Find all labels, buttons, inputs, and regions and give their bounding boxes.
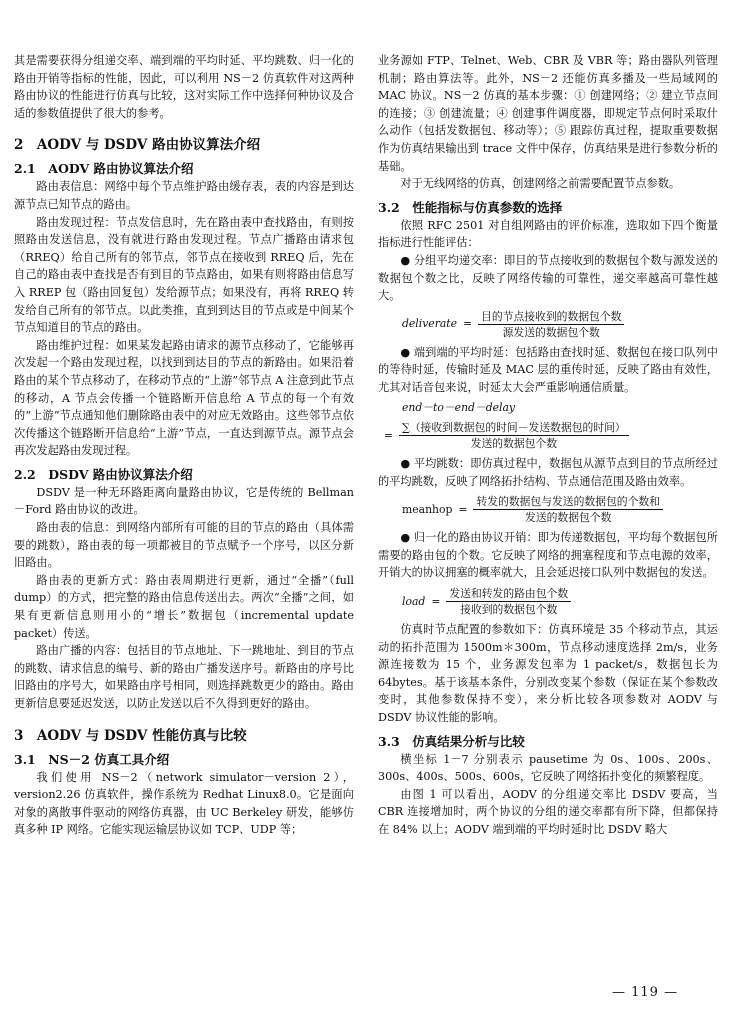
delay-formula-lhs: end－to－end－delay [402, 400, 516, 414]
routing-table-paragraph: 路由表信息：网络中每个节点维护路由缓存表，表的内容是到达源节点已知节点的路由。 [14, 180, 354, 211]
dsdv-update-paragraph: 路由表的更新方式：路由表周期进行更新，通过“全播”（full dump）的方式，把完整的路由信息传送出去。两次“全播”之间，如果有更新信息则用小的“增长”数据包（incremental update packet）传送。 [14, 573, 354, 640]
delay-formula [384, 420, 718, 451]
mean-hop-formula [402, 494, 718, 525]
ns2-intro-paragraph: 我们使用 NS－2（network simulator－version 2），version2.26 仿真软件，操作系统为 Redhat Linux8.0。它是面向对象的离散事件驱动的网络仿真器，由 UC Berkeley 研发，能够仿真多种 IP 网络。它能实现运输层协议如 TCP、UDP 等； [14, 770, 354, 837]
section-3-heading: 3 AODV 与 DSDV 性能仿真与比较 [14, 727, 247, 744]
formula-equals: = [384, 428, 394, 442]
load-formula [402, 586, 718, 617]
metrics-intro-paragraph: 依照 RFC 2501 对自组网路由的评价标准，选取如下四个衡量指标进行性能评估： [378, 218, 718, 250]
dsdv-broadcast-paragraph: 路由广播的内容：包括目的节点地址、下一跳地址、到目的节点的跳数、请求信息的编号、新的路由广播发送序号。新路由的序号比旧路由的序号大，如果路由序号相同，则选择跳数更少的路由。路由更新信息要延迟发送，以防止发送以后不久得到更好的路由。 [14, 644, 354, 710]
formula-equals: = [431, 594, 441, 608]
formula-fraction [478, 309, 624, 340]
route-discovery-paragraph: 路由发现过程：节点发信息时，先在路由表中查找路由，有则按照路由发送信息，没有就进行路由发现过程。节点广播路由请求包（RREQ）给自己所有的邻节点，邻节点在接收到 RREQ 后，先在自己的路由表中查找是否有到目的节点路由，如果有则将路由信息写入 RREP 包（路由回复包）发给源节点；如果没有，再将 RREQ 转发给自己所有的邻节点。以此类推，直到到达目的节点或是中间某个节点知道目的节点的路由。 [14, 215, 354, 335]
delay-bullet: ● 端到端的平均时延：包括路由查找时延、数据包在接口队列中的等待时延，传输时延及 MAC 层的重传时延，反映了路由有效性，尤其对话音包来说，时延太大会严重影响通信质量。 [378, 345, 718, 394]
formula-denominator: 源发送的数据包个数 [502, 325, 600, 339]
dsdv-table-paragraph: 路由表的信息：到网络内部所有可能的目的节点的路由（具体需要的跳数），路由表的每一项都被目的节点赋予一个序号，以区分新旧路由。 [14, 521, 354, 570]
formula-fraction [473, 494, 663, 525]
section-3-2-heading: 3.2 性能指标与仿真参数的选择 [378, 199, 563, 215]
routing-overhead-bullet: ● 归一化的路由协议开销：即为传递数据包，平均每个数据包所需要的路由包的个数。它反映了网络的拥塞程度和节点电源的效率，开销大的协议拥塞的概率就大，且会延迟接口队列中数据包的发送。 [378, 531, 718, 580]
section-3-1-heading: 3.1 NS－2 仿真工具介绍 [14, 751, 170, 767]
formula-denominator: 发送的数据包个数 [525, 511, 612, 525]
formula-denominator: 接收到的数据包个数 [460, 603, 558, 617]
formula-numerator: ∑（接收到数据包的时间－发送数据包的时间） [399, 420, 629, 436]
formula-fraction [446, 586, 571, 617]
formula-numerator: 转发的数据包与发送的数据包的个数和 [473, 494, 663, 510]
sim-params-paragraph: 仿真时节点配置的参数如下：仿真环境是 35 个移动节点，其运动的拓扑范围为 1500m＊300m，节点移动速度选择 2m/s，业务源连接数为 15 个，业务源发包率为 1 packet/s，数据包长为 64bytes。基于该基本条件，分别改变某个参数（保证在某个参数改变时，其他参数保持不变），来分析比较各项参数对 AODV 与 DSDV 协议性能的影响。 [378, 623, 718, 725]
formula-numerator: 目的节点接收到的数据包个数 [478, 309, 624, 325]
pausetime-paragraph: 横坐标 1－7 分别表示 pausetime 为 0s、100s、200s、300s、400s、500s、600s，它反映了网络拓扑变化的频繁程度。 [378, 752, 718, 784]
right-column [378, 52, 718, 839]
section-3-3-heading: 3.3 仿真结果分析与比较 [378, 733, 525, 749]
formula-fraction [399, 420, 629, 451]
formula-lhs: deliverate [402, 317, 458, 331]
formula-denominator: 发送的数据包个数 [470, 437, 558, 451]
section-2-2-heading: 2.2 DSDV 路由协议算法介绍 [14, 466, 193, 482]
section-2-1-heading: 2.1 AODV 路由协议算法介绍 [14, 161, 194, 177]
formula-equals: = [463, 317, 473, 331]
page-number: — 119 — [612, 985, 679, 1000]
route-maintenance-paragraph: 路由维护过程：如果某发起路由请求的源节点移动了，它能够再次发起一个路由发现过程，以找到到达目的节点的新路由。如果沿着路由的某个节点移动了，在移动节点的“上游”邻节点 A 注意到此节点的移动，A 节点会传播一个链路断开信息给 A 节点的每一个有效的“上游”节点通知他们删除路由表中的对应无效路由。这些邻节点依次传播这个链路断开信息给“上游”节点，一直达到源节点。源节点会再次发起路由发现过程。 [14, 338, 354, 458]
left-column [14, 52, 354, 839]
section-2-heading: 2 AODV 与 DSDV 路由协议算法介绍 [14, 137, 261, 154]
formula-numerator: 发送和转发的路由包个数 [446, 586, 571, 602]
mean-hop-bullet: ● 平均跳数：即仿真过程中，数据包从源节点到目的节点所经过的平均跳数，反映了网络拓扑结构、节点通信范围及路由效率。 [378, 457, 718, 488]
wireless-paragraph: 对于无线网络的仿真，创建网络之前需要配置节点参数。 [400, 177, 681, 191]
formula-lhs: meanhop [402, 502, 453, 516]
dsdv-intro-paragraph: DSDV 是一种无环路距离向量路由协议，它是传统的 Bellman－Ford 路由协议的改进。 [14, 485, 354, 517]
delivery-rate-formula [402, 309, 718, 340]
ns2-continued-paragraph: 业务源如 FTP、Telnet、Web、CBR 及 VBR 等；路由器队列管理机制；路由算法等。此外，NS－2 还能仿真多播及一些局域网的 MAC 协议。NS－2 仿真的基本步骤：① 创建网络；② 建立节点间的连接；③ 创建流量；④ 创建事件调度器，即规定节点何时采取什么动作（包括发数据包、移动等）；⑤ 跟踪仿真过程，提取重要数据作为仿真结果输出到 trace 文件中保存，仿真结果是进行参数分析的基础。 [378, 54, 718, 173]
delivery-rate-bullet: ● 分组平均递交率：即目的节点接收到的数据包个数与源发送的数据包个数之比，反映了网络传输的可靠性，递交率越高可靠性越大。 [378, 253, 718, 303]
formula-equals: = [458, 502, 468, 516]
results-paragraph: 由图 1 可以看出，AODV 的分组递交率比 DSDV 要高，当 CBR 连接增加时，两个协议的分组的递交率都有所下降，但都保持在 84% 以上；AODV 端到端的平均时延时比 DSDV 略大 [378, 787, 718, 836]
formula-lhs: load [402, 594, 426, 608]
intro-paragraph: 其是需要获得分组递交率、端到端的平均时延、平均跳数、归一化的路由开销等指标的性能，因此，可以利用 NS－2 仿真软件对这两种路由协议的性能进行仿真与比较，这对实际工作中选择何种协议及合适的参数值提供了很大的参考。 [14, 54, 354, 120]
